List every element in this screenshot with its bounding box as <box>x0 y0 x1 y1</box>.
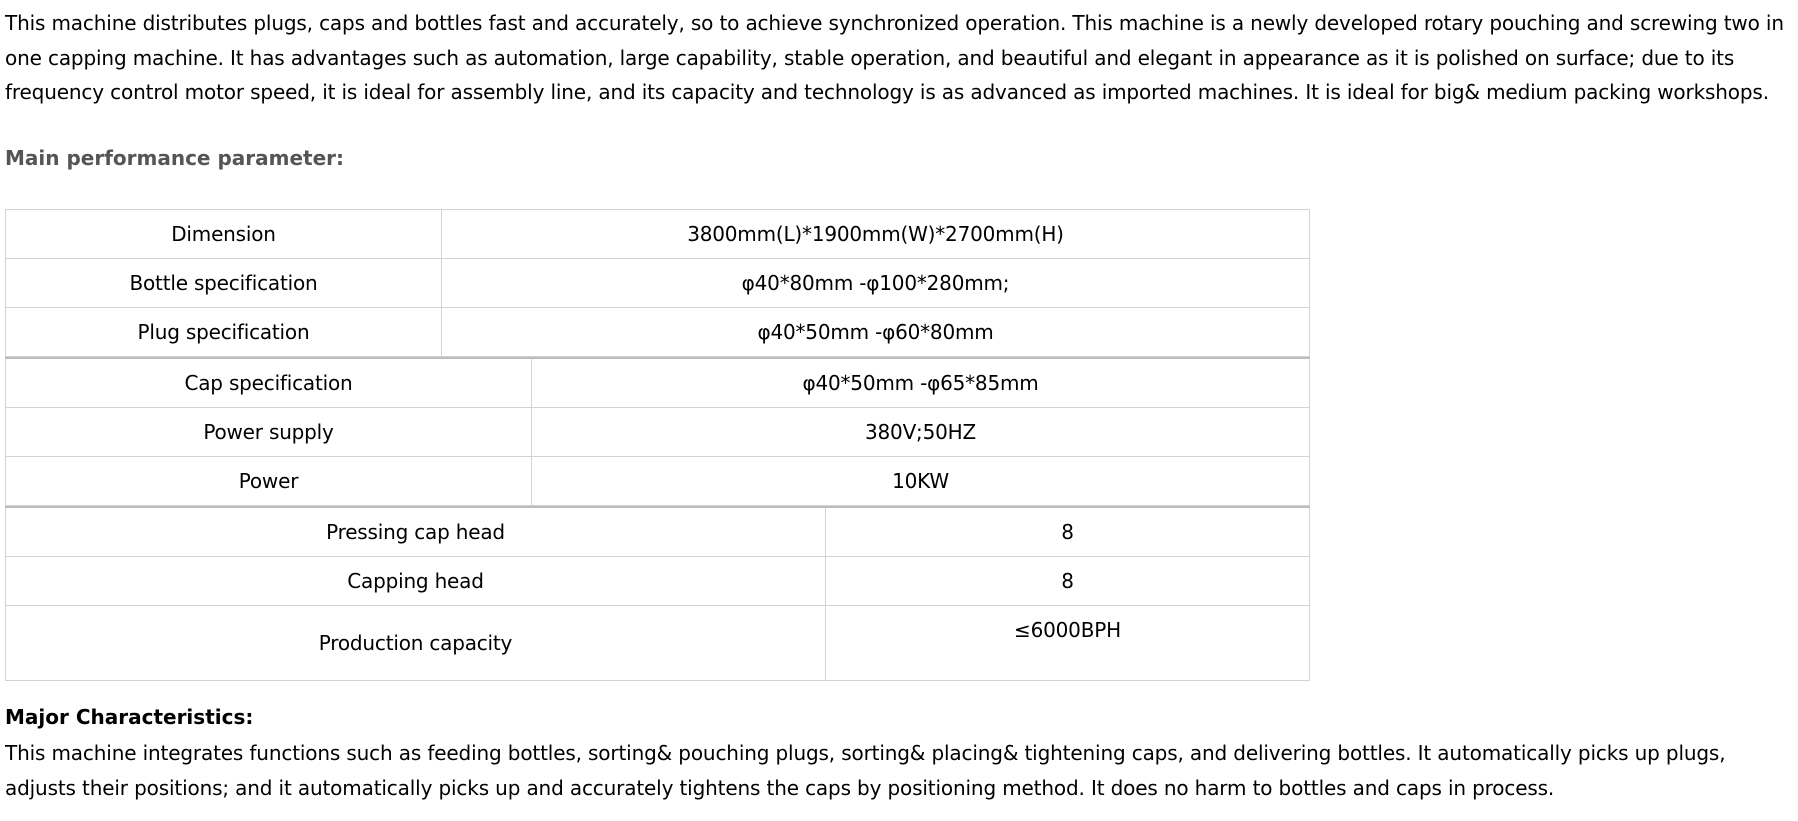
table-row <box>6 408 1310 457</box>
param-label: Capping head <box>6 557 826 606</box>
parameter-tables <box>5 209 1309 681</box>
characteristics-heading: Major Characteristics: <box>5 705 254 729</box>
performance-heading: Main performance parameter: <box>5 146 345 170</box>
table-row <box>6 210 1310 259</box>
table-row <box>6 308 1310 357</box>
param-value: 3800mm(L)*1900mm(W)*2700mm(H) <box>442 210 1310 259</box>
intro-paragraph: This machine distributes plugs, caps and bottles fast and accurately, so to achieve synchronized operation. This machine is a newly developed rotary pouching and screwing two in one capping machine. It has advantages such as automation, large capability, stable operation, and beautiful and elegant in appearance as it is polished on surface; due to its frequency control motor speed, it is ideal for assembly line, and its capacity and technology is as advanced as imported machines. It is ideal for big& medium packing workshops. <box>5 11 1784 104</box>
parameter-table-1 <box>5 209 1310 357</box>
table-row <box>6 557 1310 606</box>
parameter-table-3 <box>5 506 1310 681</box>
param-value: 380V;50HZ <box>532 408 1310 457</box>
table-row <box>6 457 1310 506</box>
param-label: Power supply <box>6 408 532 457</box>
param-label: Production capacity <box>6 606 826 681</box>
param-value: 10KW <box>532 457 1310 506</box>
table-row <box>6 507 1310 557</box>
parameter-table-2 <box>5 357 1310 506</box>
param-value: 8 <box>826 557 1310 606</box>
table-row <box>6 358 1310 408</box>
table-row <box>6 259 1310 308</box>
param-value: 8 <box>826 507 1310 557</box>
param-label: Pressing cap head <box>6 507 826 557</box>
table-row <box>6 606 1310 681</box>
product-description <box>5 0 1793 800</box>
param-label: Bottle specification <box>6 259 442 308</box>
param-value: φ40*50mm -φ60*80mm <box>442 308 1310 357</box>
characteristics-paragraph: This machine integrates functions such as feeding bottles, sorting& pouching plugs, sorting& placing& tightening caps, and delivering bottles. It automatically picks up plugs, adjusts their positions; and it automatically picks up and accurately tightens the caps by positioning method. It does no harm to bottles and caps in process. <box>5 741 1726 800</box>
param-label: Cap specification <box>6 358 532 408</box>
param-label: Power <box>6 457 532 506</box>
param-label: Dimension <box>6 210 442 259</box>
param-value: φ40*50mm -φ65*85mm <box>532 358 1310 408</box>
param-value: ≤6000BPH <box>826 606 1310 681</box>
param-value: φ40*80mm -φ100*280mm; <box>442 259 1310 308</box>
param-label: Plug specification <box>6 308 442 357</box>
